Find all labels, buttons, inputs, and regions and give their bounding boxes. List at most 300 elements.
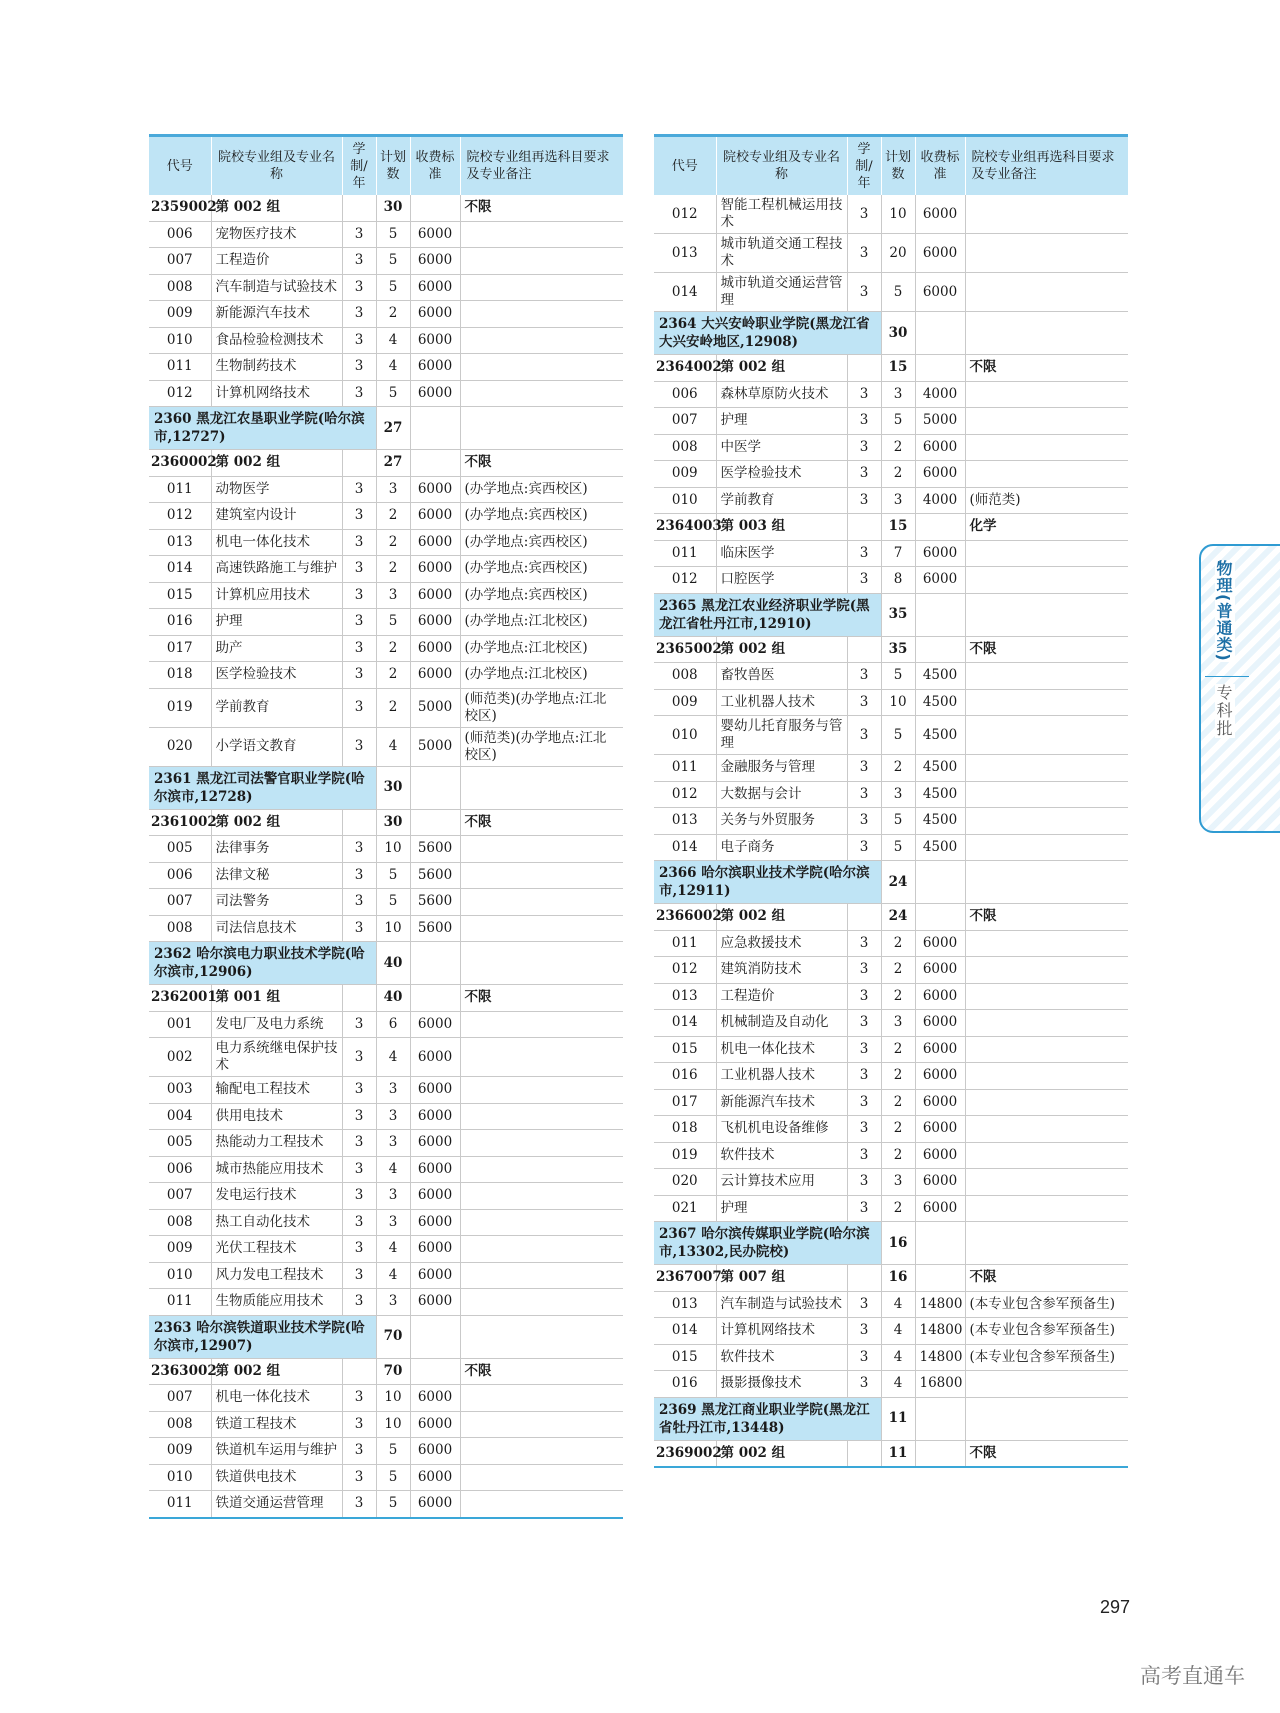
major-code: 008 — [149, 915, 211, 942]
major-row — [654, 957, 1128, 984]
major-code: 016 — [149, 609, 211, 636]
school-name: 2361 黑龙江司法警官职业学院(哈尔滨市,12728) — [149, 766, 376, 809]
major-row — [149, 1156, 623, 1183]
major-fee: 6000 — [410, 529, 460, 556]
major-name: 生物质能应用技术 — [211, 1289, 342, 1316]
major-name: 口腔医学 — [716, 567, 847, 594]
major-name: 计算机网络技术 — [716, 1318, 847, 1345]
major-row — [654, 1063, 1128, 1090]
major-code: 010 — [149, 1262, 211, 1289]
major-row — [149, 889, 623, 916]
major-years: 3 — [342, 503, 376, 530]
major-code: 006 — [149, 862, 211, 889]
major-row — [654, 487, 1128, 514]
major-code: 001 — [149, 1011, 211, 1038]
group-row — [149, 195, 623, 221]
major-code: 014 — [149, 556, 211, 583]
major-fee: 6000 — [915, 1195, 965, 1222]
major-years: 3 — [342, 1411, 376, 1438]
major-note — [965, 408, 1128, 435]
major-years: 3 — [342, 556, 376, 583]
major-code: 016 — [654, 1063, 716, 1090]
major-fee: 6000 — [410, 1011, 460, 1038]
major-years: 3 — [342, 354, 376, 381]
major-name: 婴幼儿托育服务与管理 — [716, 716, 847, 755]
col-header-name: 院校专业组及专业名称 — [716, 136, 847, 196]
major-code: 011 — [654, 540, 716, 567]
major-plan: 2 — [376, 635, 410, 662]
major-years: 3 — [342, 582, 376, 609]
group-subject-requirement: 不限 — [965, 904, 1128, 931]
major-code: 015 — [654, 1344, 716, 1371]
major-name: 金融服务与管理 — [716, 755, 847, 782]
major-name: 云计算技术应用 — [716, 1169, 847, 1196]
empty-cell — [410, 766, 460, 809]
major-fee: 6000 — [410, 354, 460, 381]
major-plan: 4 — [881, 1291, 915, 1318]
major-note: (办学地点:宾西校区) — [460, 503, 623, 530]
empty-cell — [460, 407, 623, 450]
major-plan: 3 — [881, 781, 915, 808]
major-plan: 2 — [376, 529, 410, 556]
major-fee: 6000 — [915, 1036, 965, 1063]
major-plan: 4 — [376, 727, 410, 766]
group-name: 第 002 组 — [211, 1358, 342, 1385]
group-plan: 11 — [881, 1440, 915, 1467]
major-years: 3 — [847, 1010, 881, 1037]
major-name: 中医学 — [716, 434, 847, 461]
major-name: 新能源汽车技术 — [716, 1089, 847, 1116]
major-note — [460, 862, 623, 889]
major-years: 3 — [847, 716, 881, 755]
school-plan: 35 — [881, 593, 915, 636]
major-name: 食品检验检测技术 — [211, 327, 342, 354]
major-row — [654, 663, 1128, 690]
major-fee: 6000 — [410, 556, 460, 583]
major-plan: 2 — [376, 503, 410, 530]
school-row — [149, 942, 623, 985]
major-code: 009 — [149, 301, 211, 328]
major-note — [965, 195, 1128, 234]
empty-cell — [410, 195, 460, 221]
school-row — [149, 1315, 623, 1358]
col-header-years: 学制/年 — [847, 136, 881, 196]
major-row — [654, 781, 1128, 808]
major-name: 工程造价 — [716, 983, 847, 1010]
major-note — [460, 1491, 623, 1518]
major-fee: 6000 — [410, 635, 460, 662]
major-code: 011 — [149, 1289, 211, 1316]
major-code: 014 — [654, 1318, 716, 1345]
major-row — [149, 529, 623, 556]
major-years: 3 — [847, 234, 881, 273]
col-header-fee: 收费标准 — [915, 136, 965, 196]
major-code: 015 — [654, 1036, 716, 1063]
major-plan: 2 — [881, 434, 915, 461]
major-plan: 4 — [881, 1371, 915, 1398]
major-name: 热工自动化技术 — [211, 1209, 342, 1236]
major-name: 铁道工程技术 — [211, 1411, 342, 1438]
major-row — [654, 1089, 1128, 1116]
major-plan: 2 — [881, 1036, 915, 1063]
major-row — [654, 834, 1128, 861]
major-code: 006 — [654, 381, 716, 408]
major-years: 3 — [342, 1289, 376, 1316]
major-years: 3 — [847, 1195, 881, 1222]
major-row — [654, 1371, 1128, 1398]
school-plan: 27 — [376, 407, 410, 450]
group-code: 2365002 — [654, 636, 716, 663]
major-plan: 3 — [376, 1209, 410, 1236]
group-name: 第 002 组 — [716, 636, 847, 663]
major-code: 008 — [149, 1209, 211, 1236]
major-fee: 6000 — [410, 327, 460, 354]
major-code: 004 — [149, 1103, 211, 1130]
major-fee: 6000 — [915, 234, 965, 273]
major-name: 工程造价 — [211, 248, 342, 275]
major-note — [460, 1385, 623, 1412]
group-row — [149, 809, 623, 836]
major-code: 019 — [149, 688, 211, 727]
major-fee: 5000 — [915, 408, 965, 435]
major-fee: 6000 — [410, 1077, 460, 1104]
major-fee: 6000 — [410, 1262, 460, 1289]
group-name: 第 002 组 — [211, 809, 342, 836]
major-note — [965, 983, 1128, 1010]
major-note: (师范类)(办学地点:江北校区) — [460, 688, 623, 727]
major-name: 发电厂及电力系统 — [211, 1011, 342, 1038]
school-row — [149, 407, 623, 450]
major-name: 城市轨道交通运营管理 — [716, 273, 847, 312]
major-row — [149, 327, 623, 354]
major-fee: 6000 — [915, 540, 965, 567]
major-row — [654, 273, 1128, 312]
major-plan: 4 — [881, 1318, 915, 1345]
major-years: 3 — [342, 380, 376, 407]
major-years: 3 — [847, 689, 881, 716]
major-code: 009 — [149, 1236, 211, 1263]
school-plan: 11 — [881, 1397, 915, 1440]
major-plan: 5 — [881, 834, 915, 861]
major-name: 法律文秘 — [211, 862, 342, 889]
major-row — [654, 716, 1128, 755]
major-code: 018 — [149, 662, 211, 689]
major-code: 005 — [149, 1130, 211, 1157]
major-years: 3 — [342, 1103, 376, 1130]
empty-cell — [342, 1358, 376, 1385]
empty-cell — [915, 636, 965, 663]
group-code: 2366002 — [654, 904, 716, 931]
major-plan: 3 — [376, 582, 410, 609]
major-fee: 6000 — [410, 1209, 460, 1236]
major-fee: 4500 — [915, 689, 965, 716]
major-code: 008 — [654, 663, 716, 690]
empty-cell — [410, 407, 460, 450]
major-plan: 2 — [881, 461, 915, 488]
major-note — [460, 1011, 623, 1038]
major-plan: 6 — [376, 1011, 410, 1038]
major-name: 智能工程机械运用技术 — [716, 195, 847, 234]
major-years: 3 — [847, 983, 881, 1010]
major-plan: 4 — [376, 327, 410, 354]
major-fee: 6000 — [410, 1491, 460, 1518]
major-name: 铁道机车运用与维护 — [211, 1438, 342, 1465]
major-note — [965, 834, 1128, 861]
major-years: 3 — [342, 1156, 376, 1183]
major-row — [149, 1130, 623, 1157]
major-row — [654, 1142, 1128, 1169]
major-row — [149, 1183, 623, 1210]
empty-cell — [410, 809, 460, 836]
major-name: 软件技术 — [716, 1142, 847, 1169]
empty-cell — [915, 514, 965, 541]
major-row — [149, 476, 623, 503]
school-plan: 24 — [881, 861, 915, 904]
major-years: 3 — [342, 529, 376, 556]
group-subject-requirement: 不限 — [460, 450, 623, 477]
major-row — [149, 1262, 623, 1289]
major-row — [654, 1116, 1128, 1143]
major-plan: 5 — [881, 716, 915, 755]
major-note — [460, 1038, 623, 1077]
major-plan: 5 — [881, 408, 915, 435]
major-plan: 3 — [881, 1010, 915, 1037]
major-name: 机械制造及自动化 — [716, 1010, 847, 1037]
group-code: 2367007 — [654, 1265, 716, 1292]
major-code: 007 — [654, 408, 716, 435]
group-row — [654, 636, 1128, 663]
major-note — [460, 1262, 623, 1289]
major-name: 法律事务 — [211, 836, 342, 863]
section-side-tab — [1199, 544, 1280, 833]
major-years: 3 — [342, 688, 376, 727]
group-code: 2359002 — [149, 195, 211, 221]
col-header-note: 院校专业组再选科目要求及专业备注 — [965, 136, 1128, 196]
major-plan: 5 — [376, 862, 410, 889]
major-row — [149, 635, 623, 662]
side-tab-subtitle: 专科批 — [1214, 684, 1233, 738]
major-fee: 4500 — [915, 663, 965, 690]
group-name: 第 003 组 — [716, 514, 847, 541]
major-row — [654, 540, 1128, 567]
school-row — [654, 861, 1128, 904]
major-name: 司法警务 — [211, 889, 342, 916]
major-note — [965, 755, 1128, 782]
major-years: 3 — [847, 1344, 881, 1371]
major-plan: 2 — [881, 957, 915, 984]
major-plan: 5 — [376, 609, 410, 636]
major-row — [149, 1289, 623, 1316]
major-note — [460, 1130, 623, 1157]
group-subject-requirement: 不限 — [460, 985, 623, 1012]
major-plan: 5 — [376, 380, 410, 407]
major-years: 3 — [342, 1464, 376, 1491]
major-fee: 6000 — [410, 1103, 460, 1130]
major-code: 007 — [149, 248, 211, 275]
major-plan: 3 — [881, 1169, 915, 1196]
major-code: 010 — [149, 1464, 211, 1491]
major-plan: 3 — [376, 476, 410, 503]
major-fee: 6000 — [410, 1236, 460, 1263]
group-plan: 15 — [881, 514, 915, 541]
major-note — [460, 301, 623, 328]
major-fee: 6000 — [915, 1116, 965, 1143]
major-years: 3 — [847, 381, 881, 408]
major-years: 3 — [342, 1385, 376, 1412]
major-plan: 3 — [376, 1077, 410, 1104]
major-note — [965, 663, 1128, 690]
major-years: 3 — [847, 1291, 881, 1318]
major-code: 014 — [654, 273, 716, 312]
major-row — [149, 380, 623, 407]
group-code: 2369002 — [654, 1440, 716, 1467]
major-plan: 2 — [881, 755, 915, 782]
group-plan: 30 — [376, 195, 410, 221]
major-fee: 6000 — [410, 1156, 460, 1183]
major-note — [965, 461, 1128, 488]
major-plan: 5 — [376, 889, 410, 916]
school-name: 2366 哈尔滨职业技术学院(哈尔滨市,12911) — [654, 861, 881, 904]
group-subject-requirement: 不限 — [965, 1440, 1128, 1467]
major-name: 助产 — [211, 635, 342, 662]
major-years: 3 — [342, 635, 376, 662]
major-code: 020 — [149, 727, 211, 766]
major-fee: 6000 — [410, 1385, 460, 1412]
major-fee: 6000 — [915, 273, 965, 312]
major-years: 3 — [342, 1262, 376, 1289]
major-note — [460, 380, 623, 407]
school-name: 2369 黑龙江商业职业学院(黑龙江省牡丹江市,13448) — [654, 1397, 881, 1440]
major-row — [654, 1318, 1128, 1345]
group-row — [149, 985, 623, 1012]
group-plan: 15 — [881, 355, 915, 382]
major-note: (本专业包含参军预备生) — [965, 1291, 1128, 1318]
group-plan: 27 — [376, 450, 410, 477]
major-row — [149, 556, 623, 583]
major-name: 输配电工程技术 — [211, 1077, 342, 1104]
group-name: 第 001 组 — [211, 985, 342, 1012]
major-plan: 4 — [376, 354, 410, 381]
major-code: 003 — [149, 1077, 211, 1104]
major-note — [460, 1077, 623, 1104]
empty-cell — [915, 1222, 965, 1265]
empty-cell — [965, 1222, 1128, 1265]
school-row — [654, 1222, 1128, 1265]
major-code: 012 — [654, 195, 716, 234]
major-years: 3 — [847, 1089, 881, 1116]
major-plan: 5 — [376, 1491, 410, 1518]
major-name: 建筑消防技术 — [716, 957, 847, 984]
major-note — [965, 1063, 1128, 1090]
empty-cell — [410, 450, 460, 477]
major-note — [965, 1036, 1128, 1063]
major-fee: 6000 — [410, 609, 460, 636]
group-plan: 35 — [881, 636, 915, 663]
col-header-note: 院校专业组再选科目要求及专业备注 — [460, 136, 623, 196]
enrollment-table-left — [149, 134, 623, 1519]
empty-cell — [965, 593, 1128, 636]
major-years: 3 — [342, 1077, 376, 1104]
major-note — [965, 1169, 1128, 1196]
major-plan: 4 — [376, 1038, 410, 1077]
major-years: 3 — [342, 1183, 376, 1210]
major-row — [149, 609, 623, 636]
major-plan: 10 — [881, 195, 915, 234]
major-note — [460, 1209, 623, 1236]
major-plan: 10 — [376, 836, 410, 863]
major-row — [149, 1103, 623, 1130]
major-code: 012 — [654, 957, 716, 984]
empty-cell — [847, 904, 881, 931]
empty-cell — [410, 942, 460, 985]
major-name: 宠物医疗技术 — [211, 221, 342, 248]
major-name: 新能源汽车技术 — [211, 301, 342, 328]
major-note — [965, 957, 1128, 984]
major-years: 3 — [847, 1036, 881, 1063]
major-years: 3 — [847, 1169, 881, 1196]
major-name: 临床医学 — [716, 540, 847, 567]
major-row — [149, 1411, 623, 1438]
major-years: 3 — [847, 957, 881, 984]
major-fee: 6000 — [410, 1183, 460, 1210]
group-row — [654, 355, 1128, 382]
major-name: 工业机器人技术 — [716, 689, 847, 716]
major-code: 007 — [149, 1183, 211, 1210]
major-row — [654, 1169, 1128, 1196]
major-name: 汽车制造与试验技术 — [211, 274, 342, 301]
major-plan: 4 — [376, 1156, 410, 1183]
major-plan: 20 — [881, 234, 915, 273]
major-fee: 14800 — [915, 1318, 965, 1345]
group-code: 2361002 — [149, 809, 211, 836]
empty-cell — [915, 355, 965, 382]
school-plan: 70 — [376, 1315, 410, 1358]
enrollment-table-right — [654, 134, 1128, 1468]
major-name: 关务与外贸服务 — [716, 808, 847, 835]
major-years: 3 — [847, 808, 881, 835]
major-years: 3 — [847, 1063, 881, 1090]
major-name: 学前教育 — [211, 688, 342, 727]
major-note: (本专业包含参军预备生) — [965, 1344, 1128, 1371]
major-plan: 10 — [376, 915, 410, 942]
major-code: 006 — [149, 1156, 211, 1183]
major-years: 3 — [342, 1491, 376, 1518]
major-row — [149, 688, 623, 727]
major-row — [149, 1038, 623, 1077]
major-years: 3 — [342, 609, 376, 636]
major-code: 015 — [149, 582, 211, 609]
major-fee: 6000 — [915, 434, 965, 461]
major-years: 3 — [342, 248, 376, 275]
major-fee: 6000 — [410, 1438, 460, 1465]
empty-cell — [410, 1358, 460, 1385]
major-note — [460, 1103, 623, 1130]
major-row — [149, 221, 623, 248]
col-header-plan: 计划数 — [376, 136, 410, 196]
col-header-name: 院校专业组及专业名称 — [211, 136, 342, 196]
major-plan: 4 — [881, 1344, 915, 1371]
major-code: 012 — [654, 781, 716, 808]
major-note — [965, 1116, 1128, 1143]
major-row — [654, 983, 1128, 1010]
major-plan: 5 — [881, 663, 915, 690]
major-row — [654, 1010, 1128, 1037]
major-name: 软件技术 — [716, 1344, 847, 1371]
major-plan: 2 — [376, 301, 410, 328]
major-years: 3 — [847, 567, 881, 594]
major-fee: 4500 — [915, 808, 965, 835]
major-fee: 6000 — [410, 1464, 460, 1491]
